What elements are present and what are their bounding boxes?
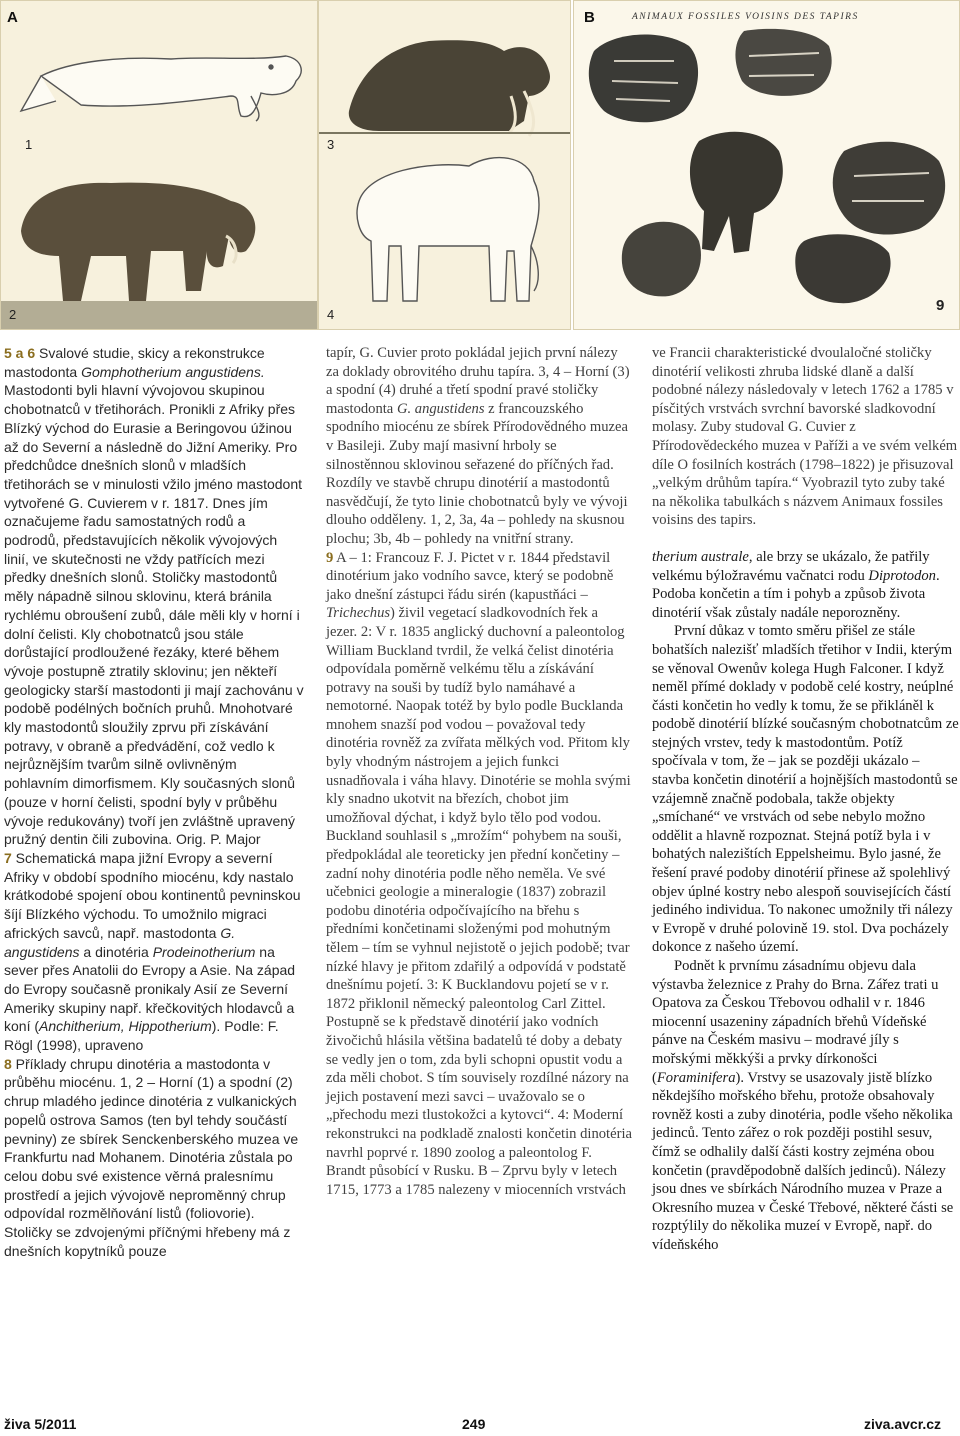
- fossil-tooth-4-drawing: [833, 142, 945, 235]
- body-text-column: [652, 344, 960, 1255]
- fig2-dinotherium-grazing-drawing: [1, 183, 318, 330]
- caption-8-lead: 8: [4, 1055, 12, 1072]
- fossil-teeth-plate: [574, 1, 960, 330]
- fig4-elephant-reconstruction-drawing: [357, 158, 539, 301]
- fossil-tooth-2-drawing: [735, 29, 831, 96]
- body-paragraph-1: therium australe, ale brzy se ukázalo, že patřily velkému býložravému vačnatci rodu Diprotodon. Podoba končetin a tím i pohyb a způsob života dinotérií však zůstaly nadále neporozněny.: [652, 548, 940, 621]
- caption-8: 8 Příklady chrupu dinotéria a mastodonta v průběhu miocénu. 1, 2 – Horní (1) a spodní (2) chrup mladého jedince dinotéria z vulkanických popelů ostrova Samos (ten byl tehdy součástí pevniny) ze sbírek Senckenberského muzea ve Frankfurtu nad Mohanem. Dinotéria zůstala po celou dobu své existence věrná pralesnímu prostředí a jejich vývojově neproměnný chrup odpovídal rozmělňování listů (foliovorie). Stoličky se zdvojenými příčnými hřebeny má z dnešních kopytníků pouze: [4, 1055, 299, 1259]
- fig2-number: 2: [9, 307, 17, 322]
- caption-9-lead: 9: [326, 549, 334, 566]
- page-number: 249: [462, 1416, 486, 1432]
- caption-column: [4, 344, 304, 1260]
- caption-7: 7 Schematická mapa jižní Evropy a severní Afriky v období spodního miocénu, kdy nastalo krátkodobé spojení obou kontinentů pevninskou šíjí Blízkého východu. To umožnilo migraci afrických savců, např. mastodonta G. angustidens a dinotéria Prodeinotherium na sever přes Anatolii do Evropy a Asie. Na západ do Evropy současně pronikaly Asií ze Severní Ameriky skupiny např. křečkovitých hlodavců a koní (Anchitherium, Hippotherium). Podle: F. Rögl (1998), upraveno: [4, 849, 301, 1054]
- caption-7-lead: 7: [4, 849, 12, 866]
- body-paragraph-2: První důkaz v tomto směru přišel ze stále bohatších nalezišť mladších třetihor v Indii, kterým se věnoval Owenův kolega Hugh Falconer. I když neměl přímé doklady v podobě celé kostry, neúplné části končetin ho vedly k tomu, že se přikláněl k podobě dinotérií blízké současným chobotnatcům ze stejných vrstev, tedy k mastodontům. Potíž spočívala v tom, že – jak se později ukázalo – stavba končetin dinotérií a hojnějších mastodontů se vzájemně značně podobala, takže objekty „smíchané“ ve vrstvách od sebe nebylo možno oddělit a hlavně rozpoznat. Stejná potíž byla i v bohatých nalezištích Eppelsheimu. Bylo jasné, že řešení pravé podoby dinotérií přinese až spolehlivý objev úplné kostry nebo alespoň souvisejících částí jediného individua. To nakonec umožnily tři nálezy v Evropě v druhé polovině 19. stol. Dva pocházely dokonce z našeho území.: [652, 623, 959, 956]
- figure-panel-3-4: [318, 0, 571, 330]
- dinotherium-illustrations-3-4: [319, 1, 571, 330]
- fig9-number: 9: [936, 297, 945, 314]
- fig4-number: 4: [327, 307, 335, 322]
- caption-5-6: 5 a 6 Svalové studie, skicy a rekonstrukce mastodonta Gomphotherium angustidens. Mastodonti byli hlavní vývojovou skupinou chobotnatců v třetihorách. Pronikli z Afriky přes Blízký východ do Eurasie a Beringovou úžinou až do Severní a následně do Jižní Ameriky. Pro předchůdce dnešních slonů v mladších třetihorách se v minulosti vžilo jméno mastodont vytvořené G. Cuvierem v r. 1817. Dnes jím označujeme řadu samostatných rodů a podrodů, představujících několik vývojových linií, ve skutečnosti ne vždy patřících mezi předky dnešních slonů. Stoličky mastodontů měly nápadně silnou sklovinu, která bránila rychlému obroušení zubů, dále měli kly v horní i dolní čelisti. Kly chobotnatců jsou stále dorůstající prodloužené řezáky, které během vývoje postupně ztratily sklovinu; jen někteří geologicky starší mastodonti ji mají zachovánu v podobě podélných bočních pruhů. Mnohotvaré kly mastodontů sloužily zprvu při získávání potravy, v obraně a předvádění, což vedlo k nejrůznějším tvarům silně ovlivněným pohlavním dimorfismem. Kly současných slonů (pouze v horní čelisti, spodní byly v průběhu vývoje redukovány) tvoří jen zvláštně upravený pružný dentin čili zubovina. Orig. P. Major: [4, 345, 304, 848]
- footer-journal: živa 5/2011: [4, 1416, 77, 1432]
- figure-panel-b: [573, 0, 960, 330]
- fossil-tooth-1-drawing: [589, 35, 698, 123]
- panel-b-label: B: [584, 9, 595, 26]
- caption-5-6-lead: 5 a 6: [4, 345, 36, 361]
- plate-title: ANIMAUX FOSSILES VOISINS DES TAPIRS: [632, 12, 859, 22]
- fossil-tooth-3-drawing: [690, 132, 783, 253]
- body-paragraph-3: Podnět k prvnímu zásadnímu objevu dala výstavba železnice z Prahy do Brna. Zářez trati u Opatova za Českou Třebovou odhalil v r. 1846 miocenní usazeniny západních břehů Vídeňské pánve na Českém masivu – modravé jíly s mořskými měkkýši a prvky dírkonošci (Foraminifera). Vrstvy se usazovaly jistě blízko někdejšího mořského břehu, protože obsahovaly rovněž kosti a zuby dinotéria, podle všeho několika jedinců. Tento zářez o rok později postihl sesuv, čímž se odhalily další části kostry zejména obou končetin (pravděpodobně dalších jedinců). Nálezy jsou dnes ve sbírkách Národního muzea v Praze a Okresního muzea v České Třebové, některé části se rozptýlily do několika muzeí v Evropě, např. do vídeňského: [652, 958, 954, 1253]
- caption-8-continued: tapír, G. Cuvier proto pokládal jejich první nálezy za doklady obrovitého druhu tapíra. 3, 4 – Horní (3) a spodní (4) druhé a třetí spodní pravé stoličky mastodonta G. angustidens z francouzského spodního miocénu ze sbírek Přírodovědného muzea v Basileji. Zuby mají masivní hrboly se silnostěnnou sklovinou seřazené do příčných řad. Rozdíly ve stavbě chrupu dinotérií a mastodontů nasvědčují, že tyto linie chobotnatců byly ve vývoji dlouho odděleny. 1, 2, 3a, 4a – pohledy na skusnou plochu; 3b, 4b – pohledy na vnitřní strany.: [326, 345, 630, 547]
- panel-a-label: A: [7, 9, 18, 26]
- dinotherium-illustrations-a: [1, 1, 318, 330]
- figure-panel-a: [0, 0, 318, 330]
- caption-9-continued: ve Francii charakteristické dvoulaločné stoličky dinotérií velikosti zhruba lidské dlaně a další podobné nálezy následovaly v letech 1762 a 1785 v písčitých vrstvách svrchní bavorské sladkovodní molasy. Zuby studoval G. Cuvier z Přírodovědeckého muzea v Paříži a ve svém velkém díle O fosilních kostrách (1798–1822) je přisuzoval „velkým drůhům tapíra.“ Vyobrazil tyto zuby také na několika tabulkách s názvem Animaux fossiles voisins des tapirs.: [652, 345, 958, 529]
- fig3-number: 3: [327, 137, 335, 152]
- fig3-resting-dinotherium-drawing: [319, 40, 571, 136]
- caption-9: 9 A – 1: Francouz F. J. Pictet v r. 1844 představil dinotérium jako vodního savce, který se podobně jako dnešní zástupci řádu sirén (kapustňáci – Trichechus) živil vegetací sladkovodních řek a jezer. 2: V r. 1835 anglický duchovní a paleontolog William Buckland tvrdil, že velká čelist dinotéria odpovídala poměrně velkému tělu a získávání potravy na souši by tudíž bylo namáhavé a nemotorné. Naopak totéž by bylo podle Bucklanda mnohem snazší pod vodou – považoval tedy dinotéria rovněž za zvířata mělkých vod. Přitom kly byly vhodným nástrojem a jejich funkci usnadňovala i váha hlavy. Dinotérie se mohla svými kly snadno ukotvit na březích, chobot jim umožňoval dýchat, i když bylo tělo pod vodou. Buckland souhlasil s „mrožím“ pohybem na souši, předpokládal ale teoreticky jen přední končetiny – zadní nohy dinotéria podle něho neměla. Ve své učebnici geologie a mineralogie (1837) zobrazil podobu dinotéria odpočívajícího na břehu s předními končetinami složenými pod mohutným tělem – tím se vyhnul nejistotě o jejich podobě; tvar nízké hlavy je přitom zdařilý a odpovídá v podstatě dnešnímu pojetí. 3: K Bucklandovu pojetí se v r. 1872 přiklonil německý paleontolog Carl Zittel. Postupně se k představě dinotérií jako vodních živočichů hlásila většina badatelů té doby a debaty se vedly jen o tom, zda byli schopni opustit vodu a zda měli chobot. S tím souvisely rozdílné názory na jejich postavení mezi savci – uvažovalo se o „přechodu mezi tlustokožci a kytovci“. 4: Moderní rekonstrukci na podkladě znalosti končetin dinotéria navrhl poprvé r. 1890 zoolog a paleontolog F. Brandt působící v Rusku. B – Zprvu byly v letech 1715, 1773 a 1785 nalezeny v miocenních vrstvách: [326, 549, 632, 1198]
- fossil-tooth-5-drawing: [622, 222, 891, 303]
- caption-column-2: [326, 344, 632, 1199]
- footer-website: ziva.avcr.cz: [864, 1416, 942, 1432]
- fig1-number: 1: [25, 137, 33, 152]
- fig1-aquatic-dinotherium-drawing: [21, 56, 301, 121]
